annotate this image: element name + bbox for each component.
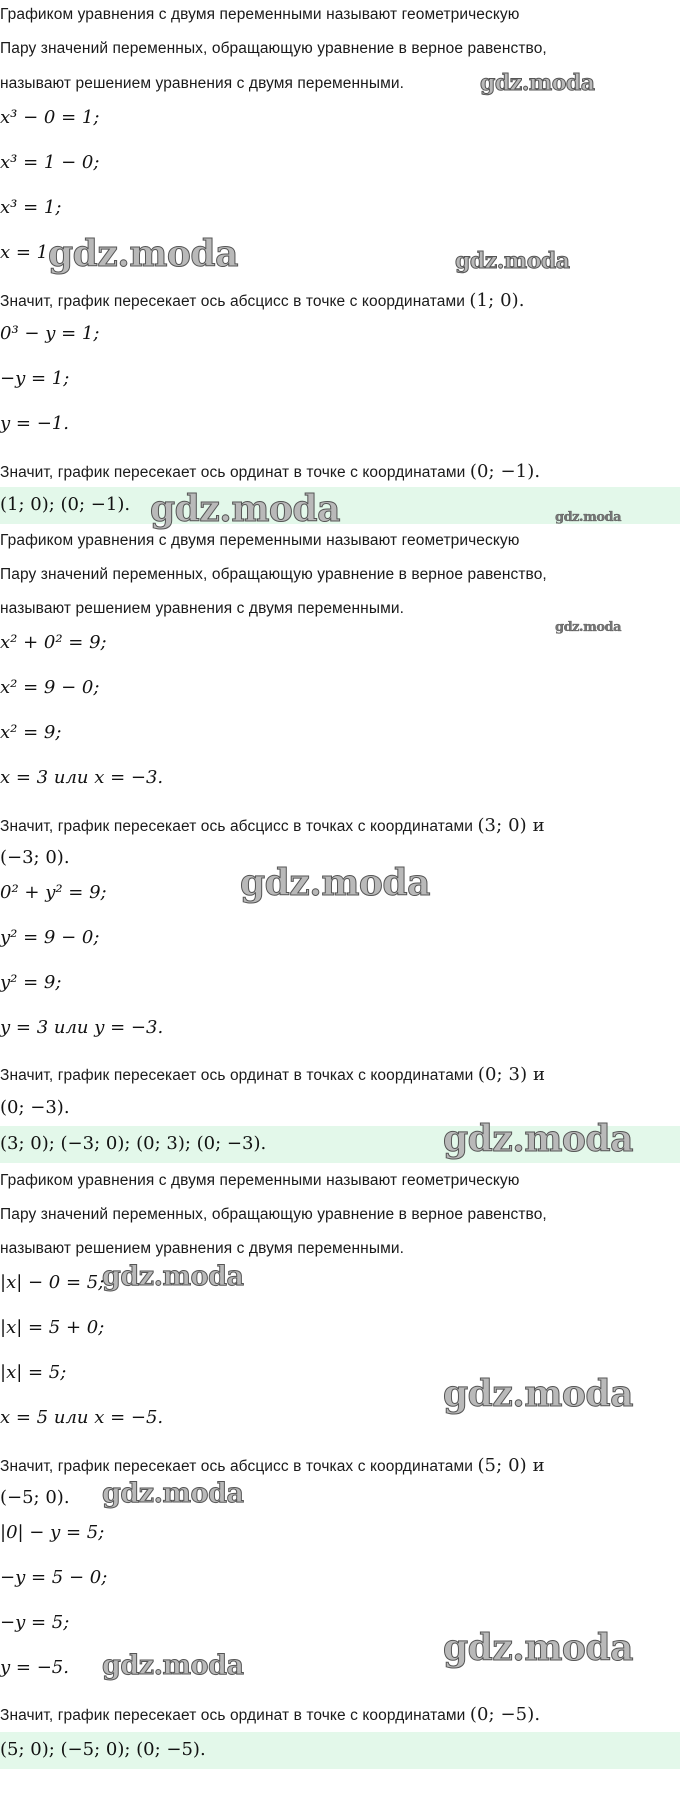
conclusion-text: Значит, график пересекает ось абсцисс в точках с координатами [0, 818, 474, 835]
point-coordinates: (0; 3) и [477, 1064, 546, 1085]
intro-line: Пару значений переменных, обращающую уравнение в верное равенство, [0, 40, 547, 57]
point-coordinates: (0; −1). [469, 461, 541, 482]
point-coordinates: (0; −3). [0, 1097, 70, 1118]
watermark: gdz.moda [443, 1627, 633, 1669]
conclusion-text: Значит, график пересекает ось абсцисс в точках с координатами [0, 1458, 474, 1475]
watermark: gdz.moda [48, 233, 238, 275]
answer-text: (5; 0); (−5; 0); (0; −5). [0, 1739, 206, 1760]
watermark: gdz.moda [555, 510, 622, 525]
point-coordinates: (−5; 0). [0, 1487, 70, 1508]
equation-step: y² = 9; [0, 972, 62, 993]
watermark: gdz.moda [443, 1373, 633, 1415]
equation-step: |x| = 5 + 0; [0, 1317, 105, 1338]
equation-step: −y = 5 − 0; [0, 1567, 108, 1588]
intro-line: Пару значений переменных, обращающую уравнение в верное равенство, [0, 1206, 547, 1223]
conclusion-text: Значит, график пересекает ось ординат в точке с координатами [0, 1707, 466, 1724]
equation-step: x² = 9 − 0; [0, 677, 100, 698]
equation-step: y = −1. [0, 413, 69, 434]
equation-step: |x| − 0 = 5; [0, 1272, 105, 1293]
intro-line: Графиком уравнения с двумя переменными называют геометрическую [0, 1172, 520, 1189]
equation-step: y² = 9 − 0; [0, 927, 100, 948]
ordinate-conclusion [0, 1704, 540, 1725]
intro-line: Графиком уравнения с двумя переменными называют геометрическую [0, 6, 520, 23]
equation-step: y = −5. [0, 1657, 69, 1678]
answer-box [0, 1732, 680, 1769]
intro-line: называют решением уравнения с двумя переменными. [0, 1240, 405, 1257]
conclusion-text: Значит, график пересекает ось ординат в точках с координатами [0, 1067, 474, 1084]
equation-step: 0³ − y = 1; [0, 323, 100, 344]
abscissa-conclusion [0, 1455, 545, 1476]
intro-line: Пару значений переменных, обращающую уравнение в верное равенство, [0, 566, 547, 583]
abscissa-conclusion [0, 815, 545, 836]
equation-step: x² = 9; [0, 722, 62, 743]
equation-step: |0| − y = 5; [0, 1522, 105, 1543]
equation-step: |x| = 5; [0, 1362, 67, 1383]
abscissa-conclusion [0, 290, 525, 311]
equation-step: −y = 5; [0, 1612, 70, 1633]
intro-line: Графиком уравнения с двумя переменными называют геометрическую [0, 532, 520, 549]
watermark: gdz.moda [555, 620, 622, 635]
point-coordinates: (5; 0) и [477, 1455, 545, 1476]
equation-step: x = 3 или x = −3. [0, 767, 164, 788]
point-coordinates: (0; −5). [469, 1704, 541, 1725]
answer-text: (3; 0); (−3; 0); (0; 3); (0; −3). [0, 1133, 267, 1154]
equation-step: x³ = 1 − 0; [0, 152, 100, 173]
equation-step: −y = 1; [0, 368, 70, 389]
watermark: gdz.moda [455, 248, 570, 274]
watermark: gdz.moda [102, 1650, 244, 1681]
answer-text: (1; 0); (0; −1). [0, 494, 131, 515]
watermark: gdz.moda [102, 1261, 244, 1292]
intro-line: называют решением уравнения с двумя переменными. [0, 75, 405, 92]
point-coordinates: (1; 0). [469, 290, 525, 311]
watermark: gdz.moda [150, 488, 340, 530]
intro-line: называют решением уравнения с двумя переменными. [0, 600, 405, 617]
ordinate-conclusion [0, 1064, 545, 1085]
equation-step: x = 5 или x = −5. [0, 1407, 164, 1428]
point-coordinates: (−3; 0). [0, 847, 70, 868]
point-coordinates: (3; 0) и [477, 815, 545, 836]
conclusion-text: Значит, график пересекает ось ординат в точке с координатами [0, 464, 466, 481]
equation-step: x³ − 0 = 1; [0, 107, 100, 128]
equation-step: x² + 0² = 9; [0, 632, 107, 653]
watermark: gdz.moda [102, 1478, 244, 1509]
equation-step: 0² + y² = 9; [0, 882, 107, 903]
conclusion-text: Значит, график пересекает ось абсцисс в точке с координатами [0, 293, 465, 310]
equation-step: x³ = 1; [0, 197, 62, 218]
watermark: gdz.moda [480, 70, 595, 96]
watermark: gdz.moda [443, 1118, 633, 1160]
ordinate-conclusion [0, 461, 540, 482]
equation-step: x = 1. [0, 242, 54, 263]
watermark: gdz.moda [240, 862, 430, 904]
equation-step: y = 3 или y = −3. [0, 1017, 164, 1038]
